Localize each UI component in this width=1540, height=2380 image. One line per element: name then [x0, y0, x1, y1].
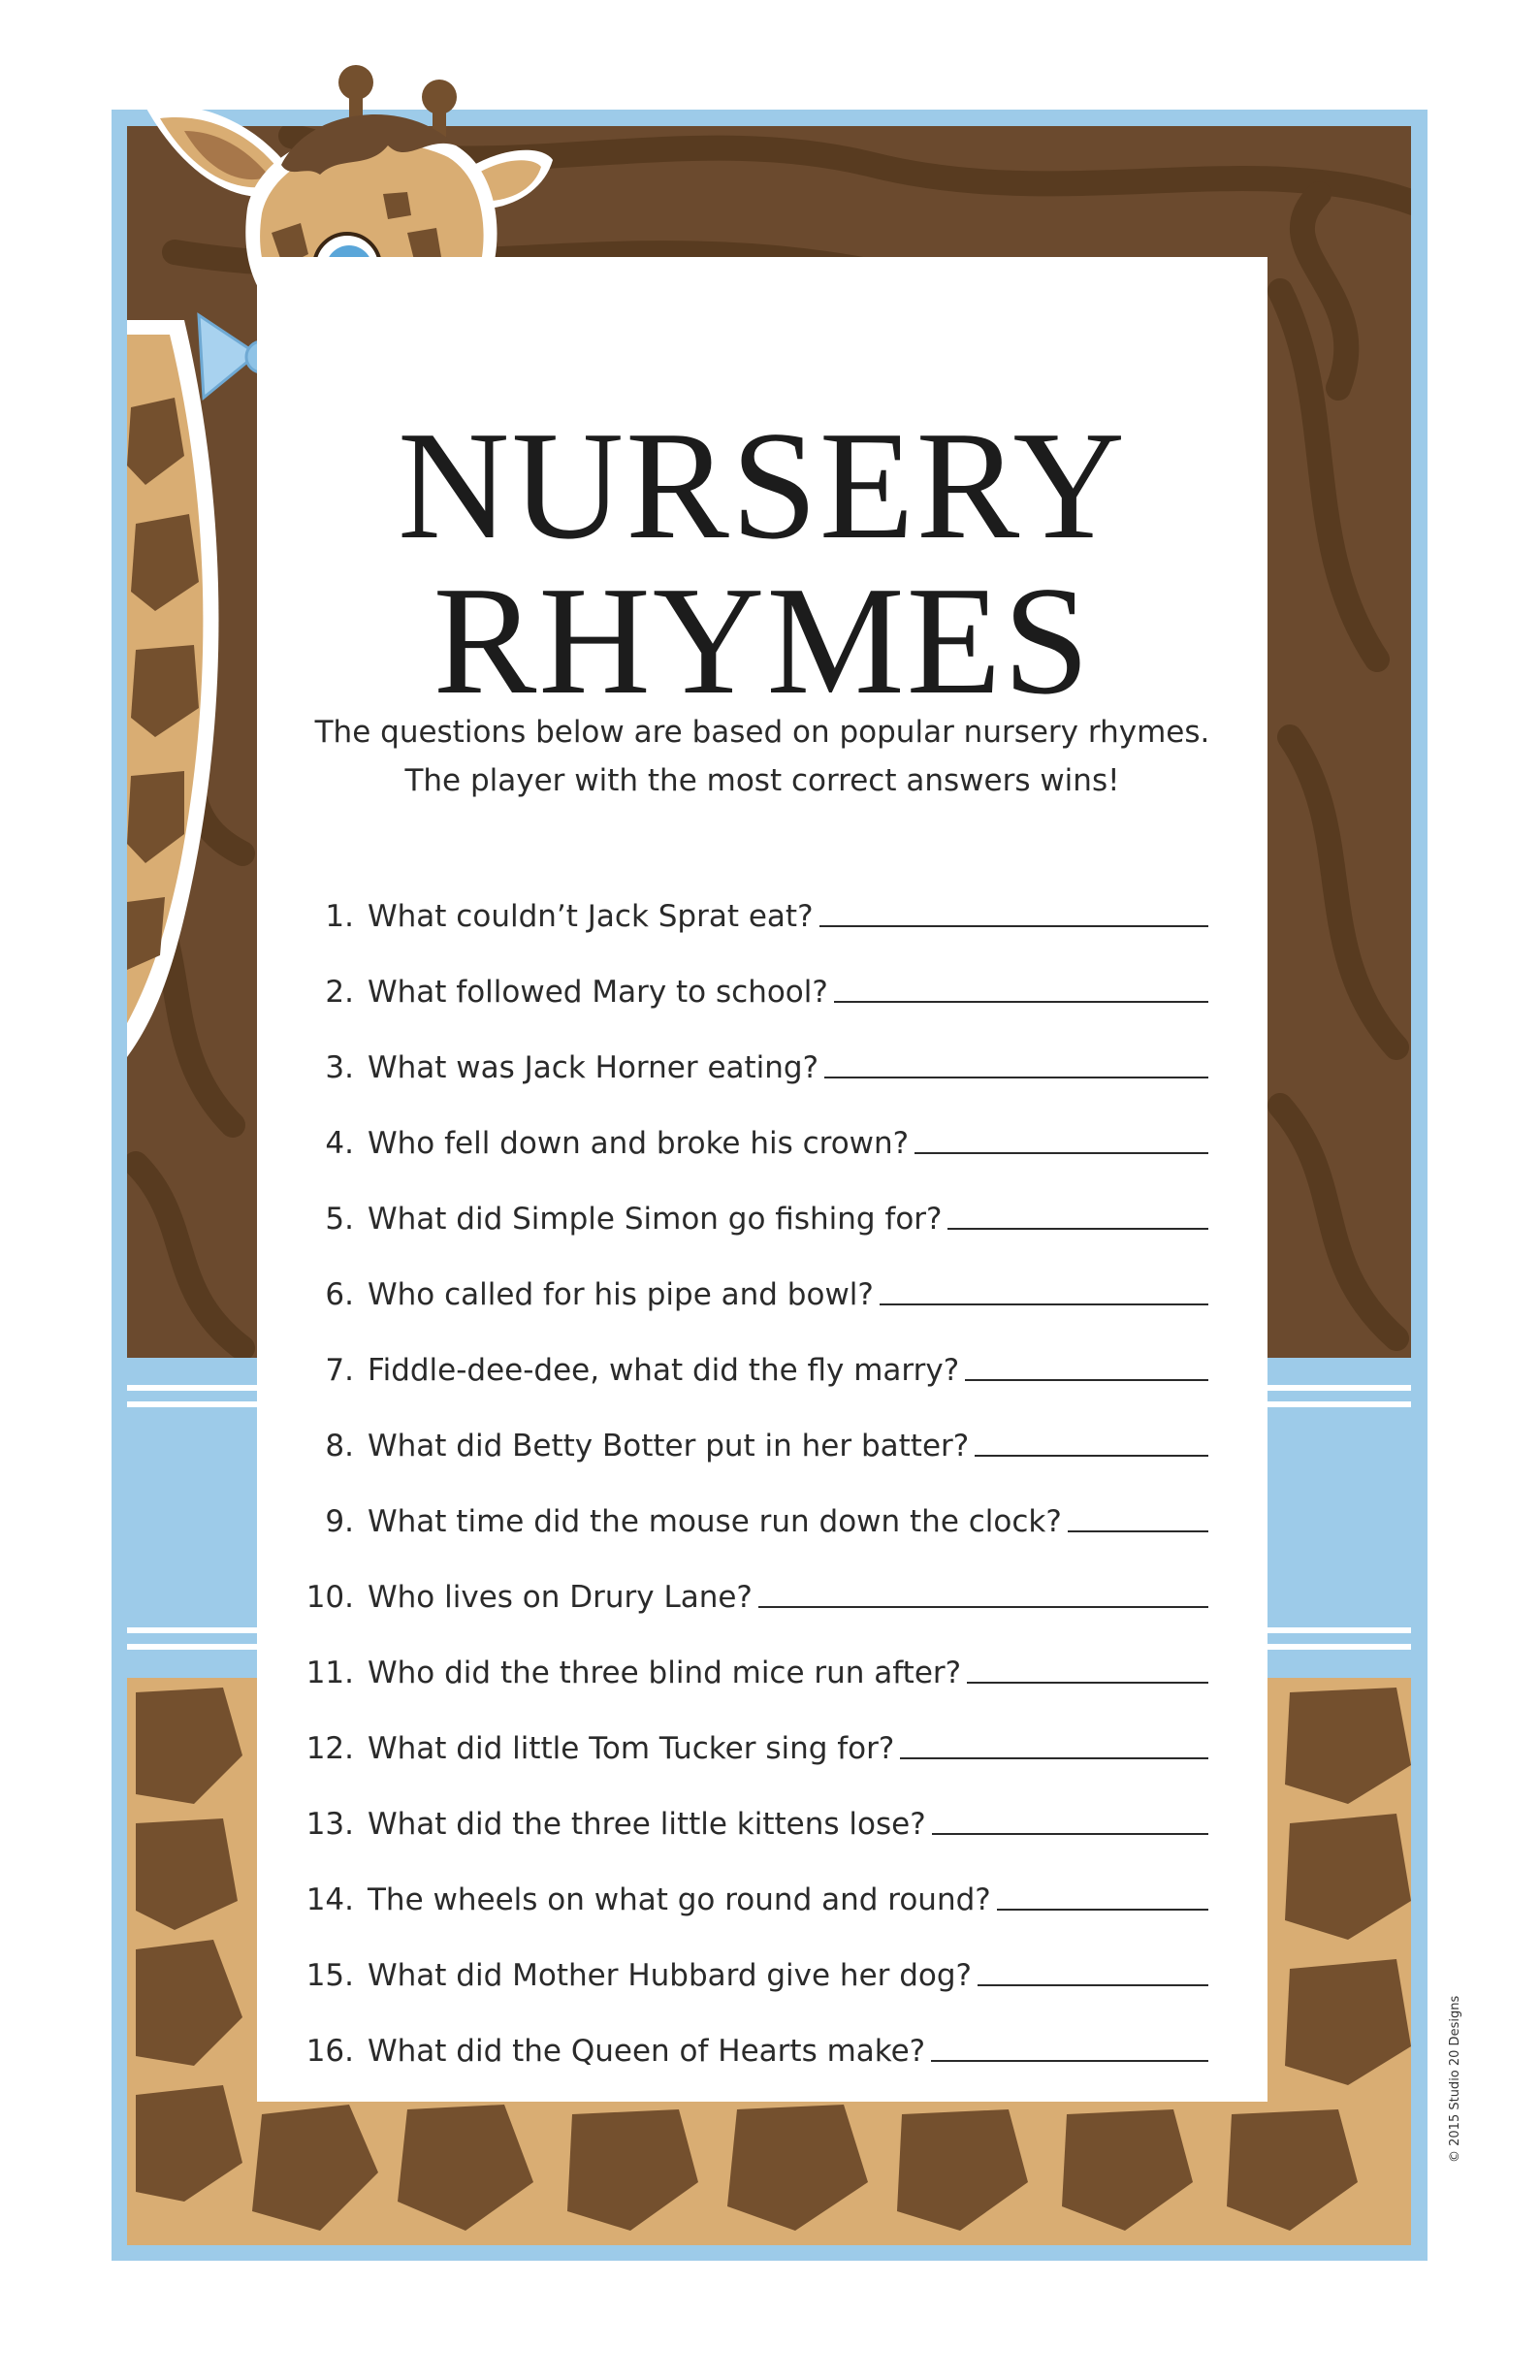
question-text: Who lives on Drury Lane? [368, 1580, 753, 1615]
answer-line[interactable] [947, 1228, 1208, 1230]
question-number: 9. [325, 1504, 354, 1539]
answer-line[interactable] [914, 1152, 1208, 1154]
question-number: 1. [325, 899, 354, 934]
title-line-1: NURSERY [398, 399, 1127, 571]
question-row [292, 1312, 1208, 1388]
question-text: What did Betty Botter put in her batter? [368, 1429, 970, 1463]
question-text: What followed Mary to school? [368, 975, 828, 1010]
question-number: 4. [325, 1126, 354, 1161]
answer-line[interactable] [900, 1757, 1208, 1759]
question-number: 6. [325, 1277, 354, 1312]
question-number: 13. [305, 1807, 354, 1842]
question-number: 15. [305, 1958, 354, 1993]
question-number: 12. [305, 1731, 354, 1766]
question-row [292, 1010, 1208, 1085]
answer-line[interactable] [880, 1303, 1208, 1305]
question-row [292, 1917, 1208, 1993]
question-text: Who fell down and broke his crown? [368, 1126, 910, 1161]
question-row [292, 1161, 1208, 1237]
answer-line[interactable] [967, 1682, 1208, 1684]
question-number: 3. [325, 1050, 354, 1085]
answer-line[interactable] [1068, 1530, 1208, 1532]
question-row [292, 1842, 1208, 1917]
question-row [292, 1237, 1208, 1312]
intro-text: The questions below are based on popular nursery rhymes. The player with the most correct answers wins! [314, 715, 1210, 798]
question-row [292, 1766, 1208, 1842]
question-row [292, 934, 1208, 1010]
question-text: What did Mother Hubbard give her dog? [368, 1958, 973, 1993]
question-text: What couldn’t Jack Sprat eat? [368, 899, 814, 934]
answer-line[interactable] [932, 1833, 1208, 1835]
question-text: The wheels on what go round and round? [368, 1882, 991, 1917]
answer-line[interactable] [758, 1606, 1208, 1608]
question-row [292, 1539, 1208, 1615]
question-row [292, 1615, 1208, 1690]
question-text: Who did the three blind mice run after? [368, 1656, 962, 1690]
title-line-2: RHYMES [433, 554, 1092, 726]
answer-line[interactable] [975, 1455, 1208, 1457]
question-row [292, 1690, 1208, 1766]
question-number: 16. [305, 2034, 354, 2069]
answer-line[interactable] [931, 2060, 1208, 2062]
question-number: 8. [325, 1429, 354, 1463]
answer-line[interactable] [824, 1077, 1208, 1078]
question-text: Who called for his pipe and bowl? [368, 1277, 874, 1312]
question-text: What did little Tom Tucker sing for? [368, 1731, 895, 1766]
answer-line[interactable] [965, 1379, 1208, 1381]
question-row [292, 1085, 1208, 1161]
answer-line[interactable] [978, 1984, 1208, 1986]
question-number: 14. [305, 1882, 354, 1917]
answer-line[interactable] [834, 1001, 1208, 1003]
question-number: 10. [305, 1580, 354, 1615]
question-text: What did the Queen of Hearts make? [368, 2034, 926, 2069]
copyright-text: © 2015 Studio 20 Designs [1448, 1995, 1462, 2163]
question-text: Fiddle-dee-dee, what did the fly marry? [368, 1353, 960, 1388]
question-text: What did the three little kittens lose? [368, 1807, 926, 1842]
answer-line[interactable] [819, 925, 1208, 927]
answer-line[interactable] [997, 1909, 1208, 1911]
question-number: 7. [325, 1353, 354, 1388]
question-text: What did Simple Simon go fishing for? [368, 1202, 943, 1237]
question-row [292, 858, 1208, 934]
question-row [292, 1463, 1208, 1539]
question-number: 2. [325, 975, 354, 1010]
question-list [292, 858, 1208, 2069]
question-text: What was Jack Horner eating? [368, 1050, 819, 1085]
question-row [292, 1388, 1208, 1463]
question-text: What time did the mouse run down the clock? [368, 1504, 1062, 1539]
content-card [257, 257, 1267, 2102]
question-number: 11. [305, 1656, 354, 1690]
question-number: 5. [325, 1202, 354, 1237]
question-row [292, 1993, 1208, 2069]
